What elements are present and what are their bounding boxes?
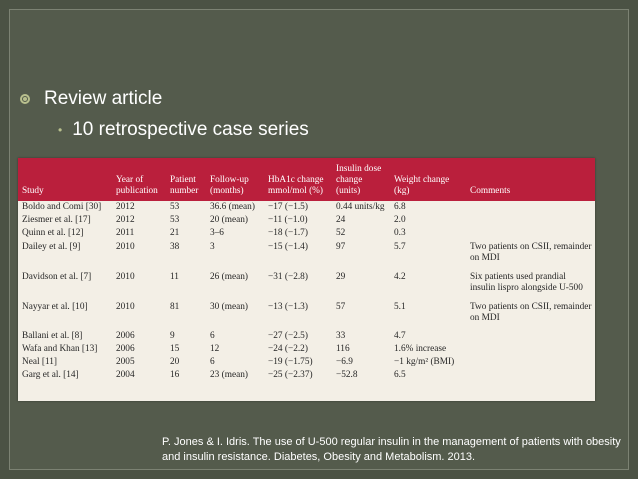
cell-weight: 0.3 (394, 228, 406, 238)
cell-study: Wafa and Khan [13] (22, 344, 98, 354)
cell-weight: −1 kg/m² (BMI) (394, 357, 455, 367)
cell-comments (466, 356, 595, 369)
cell-hba1c: −31 (−2.8) (268, 272, 308, 282)
cell-weight: 4.2 (394, 272, 406, 282)
header-weight: Weight change (kg) (390, 158, 466, 201)
cell-weight: 1.6% increase (394, 344, 447, 354)
cell-comments: Six patients used prandial insulin lispro alongside U-500 (470, 272, 583, 293)
cell-study: Nayyar et al. [10] (22, 302, 88, 312)
cell-hba1c: −11 (−1.0) (268, 215, 308, 225)
cell-insulin-dose: 116 (336, 344, 350, 354)
header-hba1c: HbA1c change mmol/mol (%) (264, 158, 332, 201)
cell-insulin-dose: −52.8 (336, 370, 358, 380)
cell-insulin-dose: 52 (336, 228, 346, 238)
cell-study: Ziesmer et al. [17] (22, 215, 91, 225)
cell-hba1c: −24 (−2.2) (268, 344, 308, 354)
cell-patients: 53 (170, 215, 180, 225)
bullet-case-series: 10 retrospective case series (72, 119, 309, 140)
table-row (18, 227, 595, 240)
cell-comments (466, 343, 595, 356)
cell-comments (466, 201, 595, 214)
cell-follow-up: 30 (mean) (210, 302, 248, 312)
bullet-review-article: Review article (44, 88, 163, 109)
cell-weight: 2.0 (394, 215, 406, 225)
cell-patients: 16 (170, 370, 180, 380)
cell-weight: 4.7 (394, 331, 406, 341)
cell-patients: 81 (170, 302, 180, 312)
header-follow-up: Follow-up (months) (206, 158, 264, 201)
bullet-level-1 (20, 87, 309, 111)
cell-patients: 11 (170, 272, 179, 282)
header-comments: Comments (466, 158, 595, 201)
cell-year: 2010 (116, 302, 135, 312)
table-row (18, 270, 595, 300)
cell-hba1c: −27 (−2.5) (268, 331, 308, 341)
header-patients: Patient number (166, 158, 206, 201)
cell-study: Boldo and Comi [30] (22, 202, 102, 212)
cell-comments: Two patients on CSII, remainder on MDI (470, 302, 592, 323)
cell-insulin-dose: 33 (336, 331, 346, 341)
cell-year: 2006 (116, 331, 135, 341)
header-year: Year of publication (112, 158, 166, 201)
cell-year: 2010 (116, 272, 135, 282)
table-row (18, 330, 595, 343)
cell-follow-up: 3 (210, 242, 215, 252)
bullet-level-2 (58, 118, 309, 142)
citation-text: P. Jones & I. Idris. The use of U-500 regular insulin in the management of patients with obesity and insulin resistance. Diabetes, Obesity and Metabolism. 2013. (162, 436, 621, 463)
study-table (18, 158, 595, 382)
cell-patients: 9 (170, 331, 175, 341)
cell-weight: 5.7 (394, 242, 406, 252)
table-header-row (18, 158, 595, 201)
table-row (18, 343, 595, 356)
cell-weight: 6.5 (394, 370, 406, 380)
cell-year: 2011 (116, 228, 135, 238)
cell-follow-up: 3–6 (210, 228, 224, 238)
cell-follow-up: 36.6 (mean) (210, 202, 255, 212)
cell-hba1c: −19 (−1.75) (268, 357, 313, 367)
cell-year: 2006 (116, 344, 135, 354)
cell-hba1c: −17 (−1.5) (268, 202, 308, 212)
cell-year: 2004 (116, 370, 135, 380)
cell-year: 2012 (116, 215, 135, 225)
cell-comments (466, 214, 595, 227)
cell-year: 2012 (116, 202, 135, 212)
cell-follow-up: 23 (mean) (210, 370, 248, 380)
cell-patients: 21 (170, 228, 180, 238)
cell-patients: 38 (170, 242, 180, 252)
cell-insulin-dose: 0.44 units/kg (336, 202, 385, 212)
header-study: Study (18, 158, 112, 201)
dot-bullet-icon: • (58, 123, 63, 137)
cell-hba1c: −13 (−1.3) (268, 302, 308, 312)
table-row (18, 369, 595, 382)
header-insulin-dose: Insulin dose change (units) (332, 158, 390, 201)
cell-follow-up: 6 (210, 357, 215, 367)
table-row (18, 214, 595, 227)
cell-patients: 15 (170, 344, 180, 354)
table-row (18, 300, 595, 330)
cell-hba1c: −18 (−1.7) (268, 228, 308, 238)
cell-study: Ballani et al. [8] (22, 331, 83, 341)
cell-study: Quinn et al. [12] (22, 228, 84, 238)
cell-insulin-dose: 24 (336, 215, 346, 225)
cell-insulin-dose: 97 (336, 242, 346, 252)
cell-weight: 6.8 (394, 202, 406, 212)
cell-year: 2010 (116, 242, 135, 252)
cell-study: Davidson et al. [7] (22, 272, 92, 282)
cell-insulin-dose: 29 (336, 272, 346, 282)
cell-patients: 53 (170, 202, 180, 212)
cell-follow-up: 12 (210, 344, 220, 354)
circle-bullet-icon (20, 94, 30, 104)
cell-comments (466, 330, 595, 343)
table-row (18, 201, 595, 214)
cell-hba1c: −25 (−2.37) (268, 370, 313, 380)
cell-study: Garg et al. [14] (22, 370, 79, 380)
cell-study: Neal [11] (22, 357, 58, 367)
table-row (18, 240, 595, 270)
study-table-image (18, 158, 595, 401)
cell-insulin-dose: −6.9 (336, 357, 353, 367)
bullet-list (20, 87, 309, 142)
cell-year: 2005 (116, 357, 135, 367)
cell-comments (466, 369, 595, 382)
cell-study: Dailey et al. [9] (22, 242, 81, 252)
cell-follow-up: 26 (mean) (210, 272, 248, 282)
cell-hba1c: −15 (−1.4) (268, 242, 308, 252)
cell-follow-up: 6 (210, 331, 215, 341)
table-row (18, 356, 595, 369)
cell-weight: 5.1 (394, 302, 406, 312)
cell-follow-up: 20 (mean) (210, 215, 248, 225)
cell-comments: Two patients on CSII, remainder on MDI (470, 242, 592, 263)
cell-comments (466, 227, 595, 240)
cell-patients: 20 (170, 357, 180, 367)
cell-insulin-dose: 57 (336, 302, 346, 312)
